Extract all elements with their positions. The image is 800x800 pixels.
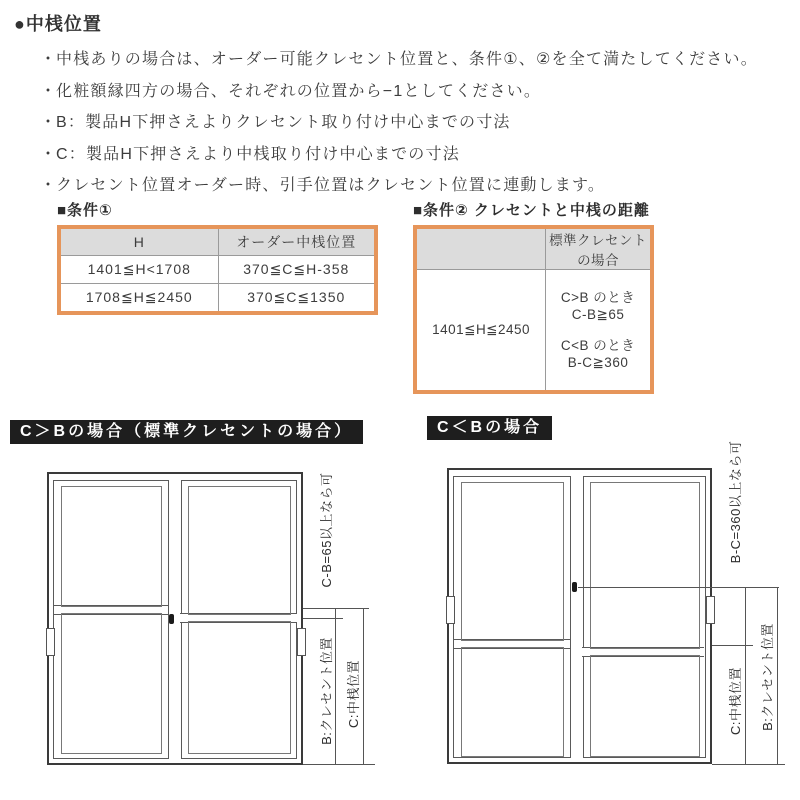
condition1-table [57,225,378,315]
dimension-label-c: C:中桟位置 [346,660,361,729]
bullet-dot-icon: ・ [40,145,58,163]
glass-pane [590,655,700,757]
dimension-tick [303,764,375,765]
list-item [40,107,790,139]
case-condition: C>B のとき [560,290,636,305]
glass-pane [188,621,291,754]
list-item [40,170,790,202]
dimension-label-bc: B-C=360以上なら可 [728,440,743,564]
dimension-tick [303,618,343,619]
table-cell: 370≦C≦1350 [218,283,375,311]
dimension-label-b: B:クレセント位置 [319,637,334,745]
table-cell: 370≦C≦H-358 [218,255,375,283]
column-header: H [61,229,218,255]
diagram-left-caption: C＞Bの場合（標準クレセントの場合） [10,420,363,444]
notes-list [40,44,790,202]
glass-pane [188,486,291,615]
dimension-line-b [335,608,336,765]
dimension-line-b [777,587,778,765]
header-line: 標準クレセント [549,233,648,248]
dimension-line-c [363,608,364,765]
note-text: B：製品H下押さえよりクレセント取り付け中心までの寸法 [56,114,511,131]
list-item [40,44,790,76]
table-cell: 1401≦H<1708 [61,255,218,283]
pull-handle-icon [297,628,306,656]
window-diagram-right [447,468,712,764]
dimension-tick [303,608,369,609]
dimension-line-c [745,587,746,765]
crescent-lock-icon [572,582,577,592]
page-title-text: 中桟位置 [25,14,102,34]
glass-pane [61,486,162,607]
dimension-label-b: B:クレセント位置 [760,623,775,731]
table-cell: 1708≦H≦2450 [61,283,218,311]
crescent-leader-line [578,587,779,588]
dimension-tick [712,764,785,765]
pull-handle-icon [446,596,455,624]
bullet-dot-icon: ・ [40,51,58,68]
case-rule: C-B≧65 [571,307,625,322]
bullet-dot-icon: ・ [40,82,58,100]
case-rule: B-C≧360 [567,355,629,370]
column-header [545,229,650,269]
case-block [561,337,635,371]
note-text: 中桟ありの場合は、オーダー可能クレセント位置と、条件①、②を全て満たしてください。 [56,51,758,68]
bullet-circle-icon: ● [14,14,26,34]
pull-handle-icon [706,596,715,624]
note-text: クレセント位置オーダー時、引手位置はクレセント位置に連動します。 [56,177,606,194]
list-item [40,76,790,108]
window-center-stile [570,476,584,758]
dimension-label-cb: C-B=65以上なら可 [319,472,334,588]
condition1-title: ■条件① [57,202,113,219]
note-text: C：製品H下押さえより中桟取り付け中心までの寸法 [56,145,460,163]
crescent-lock-icon [169,614,174,624]
table-cell: 1401≦H≦2450 [417,269,545,390]
case-block [561,289,635,323]
case-condition: C<B のとき [560,338,636,353]
note-text: 化粧額縁四方の場合、それぞれの位置から−1としてください。 [56,82,542,100]
table-cell [545,269,650,390]
condition2-section [413,199,654,394]
column-header: オーダー中桟位置 [218,229,375,255]
pull-handle-icon [46,628,55,656]
dimension-label-c: C:中桟位置 [728,667,743,736]
condition2-table [413,225,654,394]
diagram-right-caption: C＜Bの場合 [427,416,552,440]
page-title [14,10,102,36]
glass-pane [590,482,700,649]
list-item [40,139,790,171]
glass-pane [461,482,564,641]
glass-pane [61,613,162,754]
column-header-empty [417,229,545,269]
window-diagram-left [47,472,303,765]
header-line: の場合 [577,253,620,268]
glass-pane [461,647,564,757]
bullet-dot-icon: ・ [40,114,58,131]
condition1-section [57,199,378,315]
bullet-dot-icon: ・ [40,177,58,194]
condition2-title: ■条件② クレセントと中桟の距離 [413,202,650,219]
